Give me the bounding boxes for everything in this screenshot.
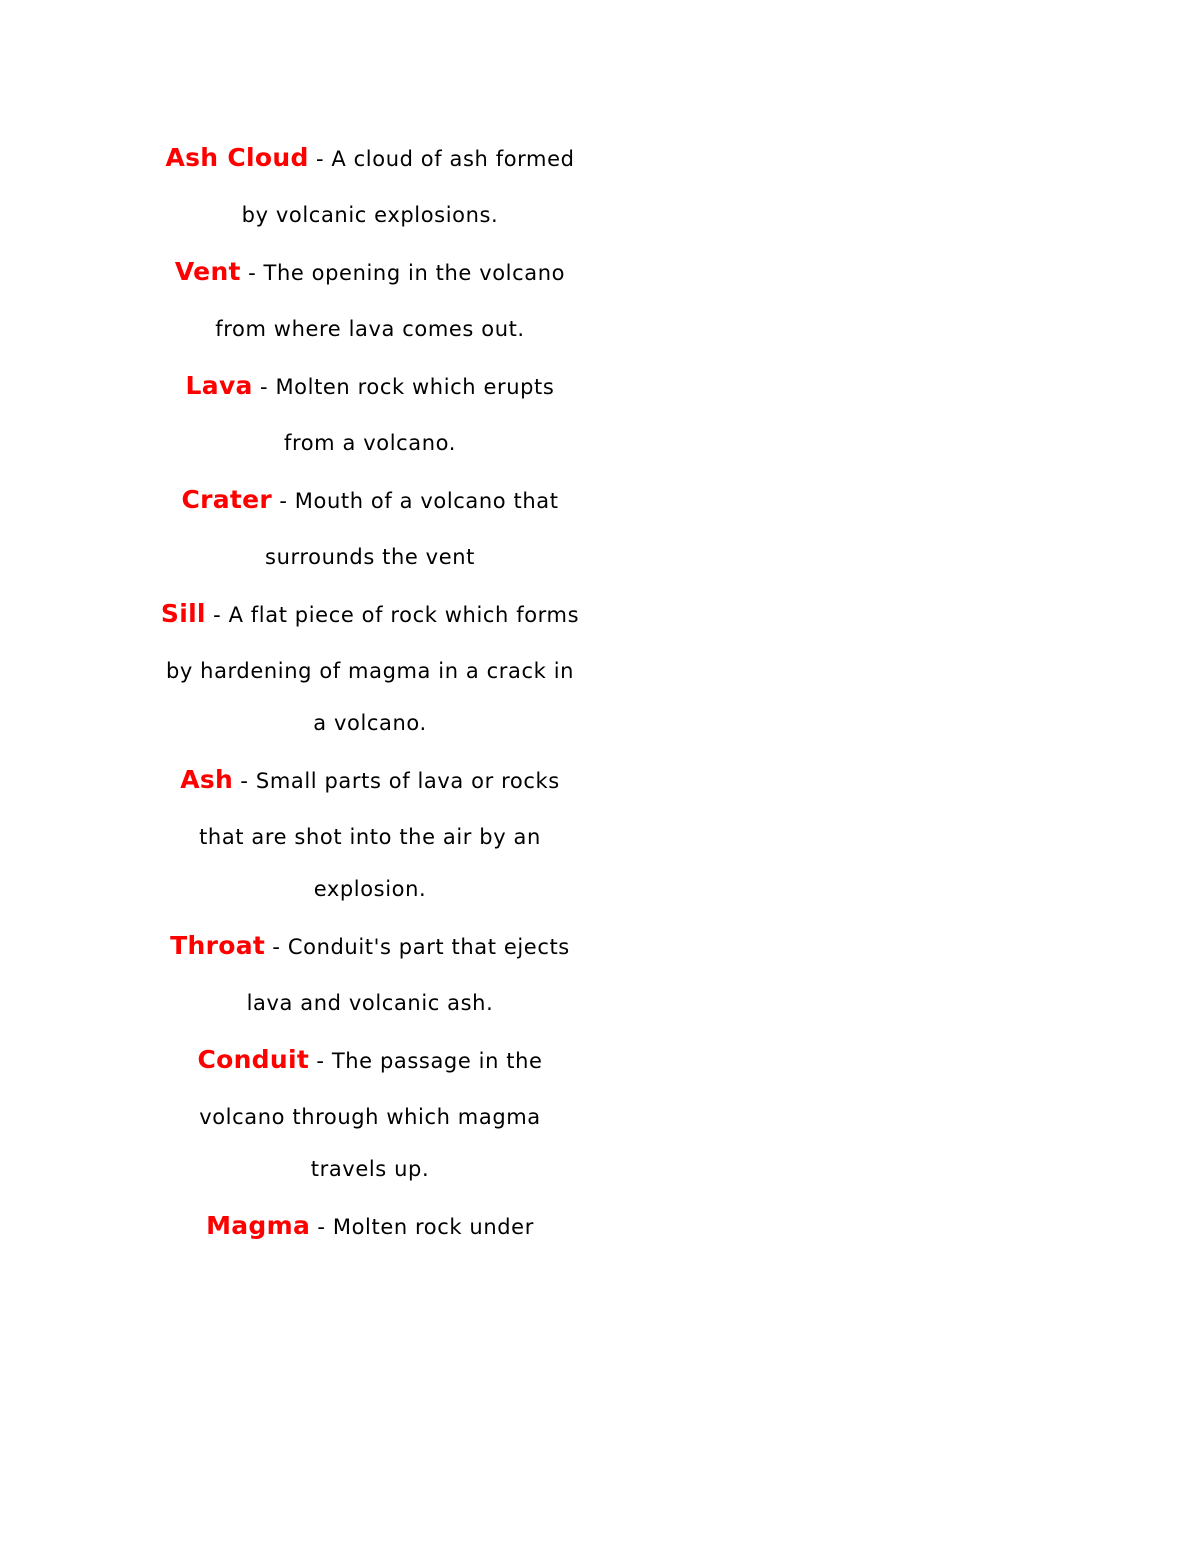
glossary-entry-ash-cloud bbox=[120, 138, 620, 252]
glossary-entry-lava bbox=[120, 366, 620, 480]
definition-text: from a volcano. bbox=[283, 431, 457, 455]
definition-text: A cloud of ash formed bbox=[331, 147, 575, 171]
term-separator: - bbox=[260, 375, 269, 399]
glossary-entry-vent bbox=[120, 252, 620, 366]
term-separator: - bbox=[315, 147, 325, 171]
definition-text: travels up. bbox=[310, 1157, 430, 1181]
glossary-entry-conduit bbox=[120, 1040, 620, 1206]
definition-text: from where lava comes out. bbox=[215, 317, 525, 341]
glossary-entry-ash bbox=[120, 760, 620, 926]
glossary-term: Vent bbox=[174, 257, 241, 286]
glossary-entry-magma bbox=[120, 1206, 620, 1263]
entry-first-line bbox=[120, 366, 620, 423]
definition-text: a volcano. bbox=[313, 711, 427, 735]
term-separator: - bbox=[248, 261, 257, 285]
entry-first-line bbox=[120, 138, 620, 195]
definition-text: volcano through which magma bbox=[199, 1105, 541, 1129]
definition-text: A flat piece of rock which forms bbox=[228, 603, 580, 627]
term-separator: - bbox=[279, 489, 288, 513]
entry-first-line bbox=[120, 252, 620, 309]
definition-text: surrounds the vent bbox=[265, 545, 475, 569]
glossary-term: Sill bbox=[160, 599, 206, 628]
glossary-term: Throat bbox=[170, 931, 266, 960]
definition-text: by hardening of magma in a crack in bbox=[165, 659, 575, 683]
definition-text: explosion. bbox=[313, 877, 427, 901]
entry-first-line bbox=[120, 480, 620, 537]
definition-text: The passage in the bbox=[331, 1049, 543, 1073]
term-separator: - bbox=[213, 603, 222, 627]
definition-text: lava and volcanic ash. bbox=[246, 991, 494, 1015]
glossary-term: Magma bbox=[206, 1211, 311, 1240]
entry-first-line bbox=[120, 1040, 620, 1097]
definition-text: The opening in the volcano bbox=[263, 261, 566, 285]
glossary-term: Crater bbox=[181, 485, 273, 514]
glossary-term: Conduit bbox=[197, 1045, 310, 1074]
term-separator: - bbox=[272, 935, 281, 959]
term-separator: - bbox=[240, 769, 249, 793]
glossary-term: Lava bbox=[185, 371, 253, 400]
definition-text: Molten rock which erupts bbox=[275, 375, 555, 399]
entry-first-line bbox=[120, 594, 620, 651]
term-separator: - bbox=[316, 1049, 325, 1073]
volcano-glossary bbox=[120, 138, 620, 1263]
glossary-entry-throat bbox=[120, 926, 620, 1040]
entry-first-line bbox=[120, 926, 620, 983]
term-separator: - bbox=[317, 1215, 326, 1239]
definition-text: by volcanic explosions. bbox=[241, 203, 499, 227]
entry-first-line bbox=[120, 1206, 620, 1263]
definition-text: that are shot into the air by an bbox=[199, 825, 541, 849]
definition-text: Mouth of a volcano that bbox=[294, 489, 559, 513]
glossary-entry-sill bbox=[120, 594, 620, 760]
definition-text: Conduit's part that ejects bbox=[287, 935, 570, 959]
glossary-term: Ash Cloud bbox=[165, 143, 309, 172]
definition-text: Molten rock under bbox=[332, 1215, 534, 1239]
entry-first-line bbox=[120, 760, 620, 817]
glossary-entry-crater bbox=[120, 480, 620, 594]
glossary-term: Ash bbox=[180, 765, 234, 794]
definition-text: Small parts of lava or rocks bbox=[255, 769, 560, 793]
